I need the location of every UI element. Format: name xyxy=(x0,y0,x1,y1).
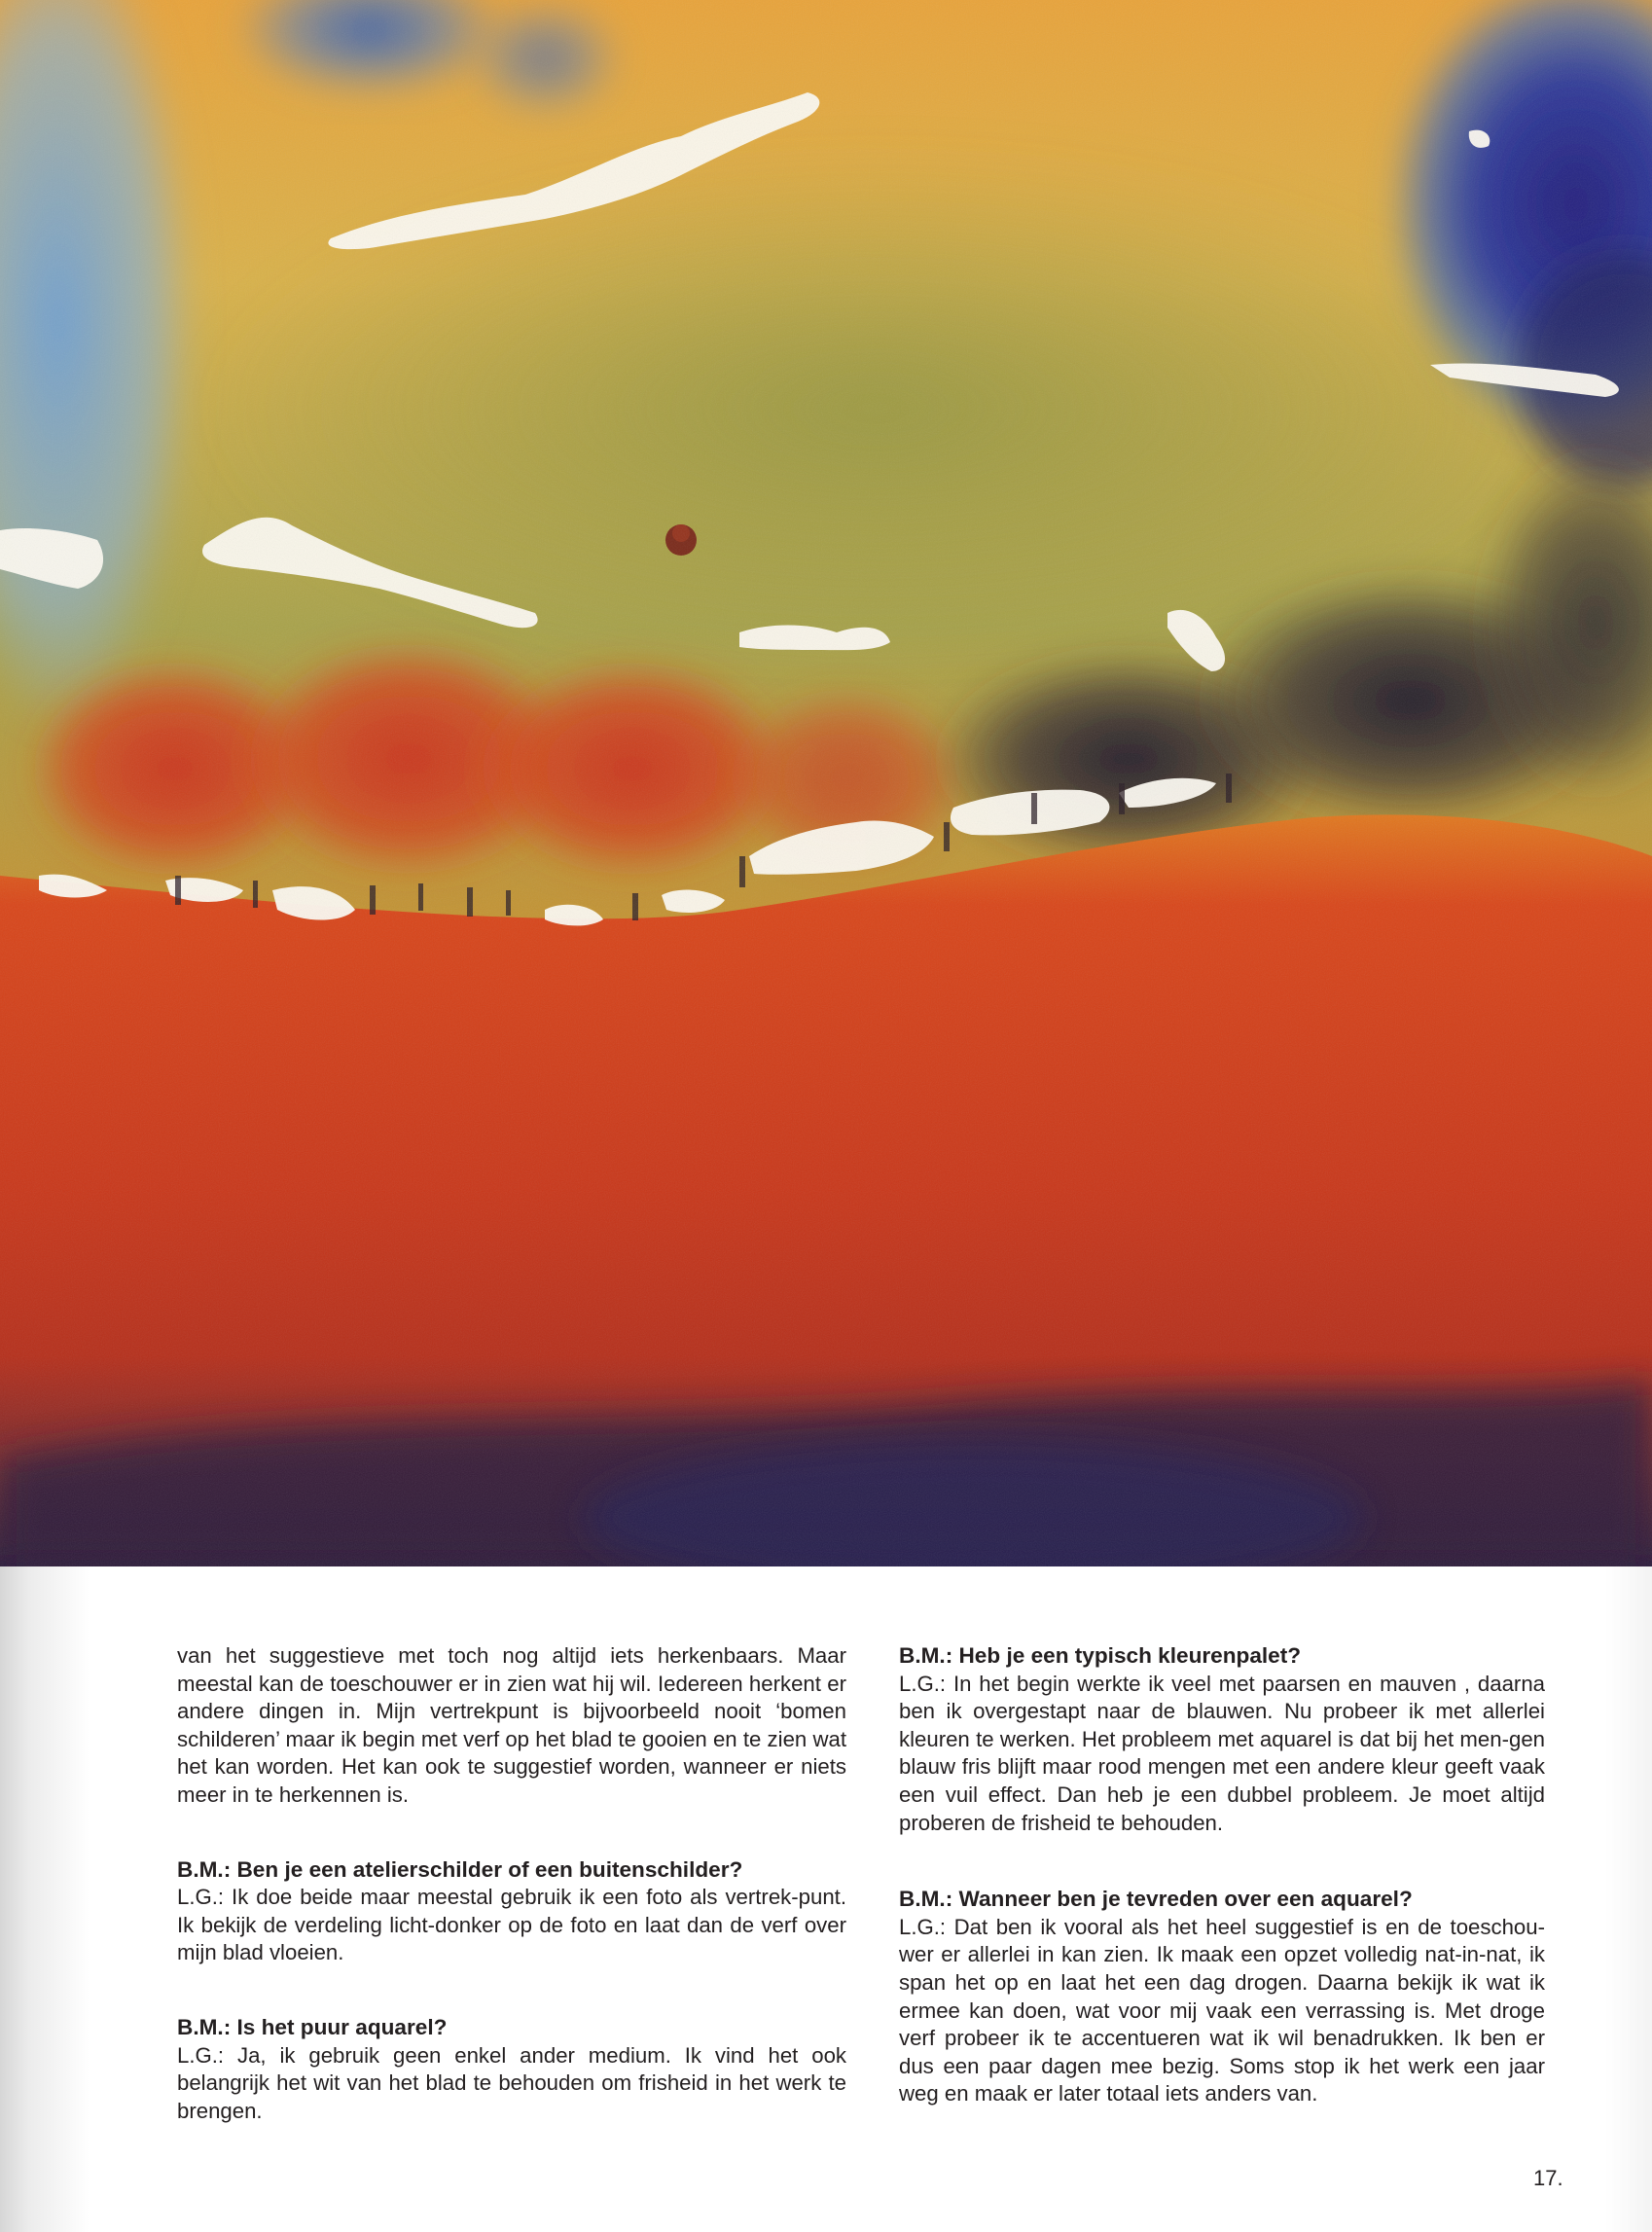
intro-paragraph: van het suggestieve met toch nog altijd iets herkenbaars. Maar meestal kan de toeschouwer er in zien wat hij wil. Iedereen herkent er andere dingen in. Mijn vertrekpunt is bijvoorbeeld nooit ‘bomen schilderen’ maar ik begin met verf op het blad te gooien en te zien wat het kan worden. Het kan ook te suggestief worden, wanneer er niets meer in te herkennen is. xyxy=(177,1643,846,1807)
page-number: 17. xyxy=(1533,2166,1563,2190)
question-atelier: B.M.: Ben je een atelierschilder of een buitenschilder? xyxy=(177,1856,743,1882)
answer-tevreden: L.G.: Dat ben ik vooral als het heel suggestief is en de toeschou-wer er allerlei in kan zien. Ik maak een opzet volledig nat-in-nat, ik span het op en laat het een dag drogen. Daarna bekijk ik wat ik ermee kan doen, wat voor mij vaak een verrassing is. Met droge verf probeer ik te accentueren wat ik wil benadrukken. Ik ben er dus een paar dagen mee bezig. Soms stop ik het werk een jaar weg en maak er later totaal iets anders van. xyxy=(899,1914,1545,2106)
text-column-left xyxy=(177,1642,846,2125)
page-gutter-shadow xyxy=(0,1566,90,2232)
question-kleurenpalet: B.M.: Heb je een typisch kleurenpalet? xyxy=(899,1643,1302,1668)
answer-kleurenpalet: L.G.: In het begin werkte ik veel met paarsen en mauven , daarna ben ik overgestapt naar de blauwen. Nu probeer ik met allerlei kleuren te werken. Het probleem met aquarel is dat bij het men-gen blauw fris blijft maar rood mengen met een andere kleur geeft vaak een vuil effect. Dan heb je een dubbel probleem. Je moet altijd proberen de frisheid te behouden. xyxy=(899,1671,1545,1835)
question-aquarel: B.M.: Is het puur aquarel? xyxy=(177,2014,448,2039)
text-column-right xyxy=(899,1642,1545,2108)
question-tevreden: B.M.: Wanneer ben je tevreden over een aquarel? xyxy=(899,1887,1413,1912)
answer-aquarel: L.G.: Ja, ik gebruik geen enkel ander medium. Ik vind het ook belangrijk het wit van het blad te behouden om frisheid in het werk te brengen. xyxy=(177,2042,846,2123)
answer-atelier: L.G.: Ik doe beide maar meestal gebruik ik een foto als vertrek-punt. Ik bekijk de verdeling licht-donker op de foto en laat dan de verf over mijn blad vloeien. xyxy=(177,1885,846,1965)
